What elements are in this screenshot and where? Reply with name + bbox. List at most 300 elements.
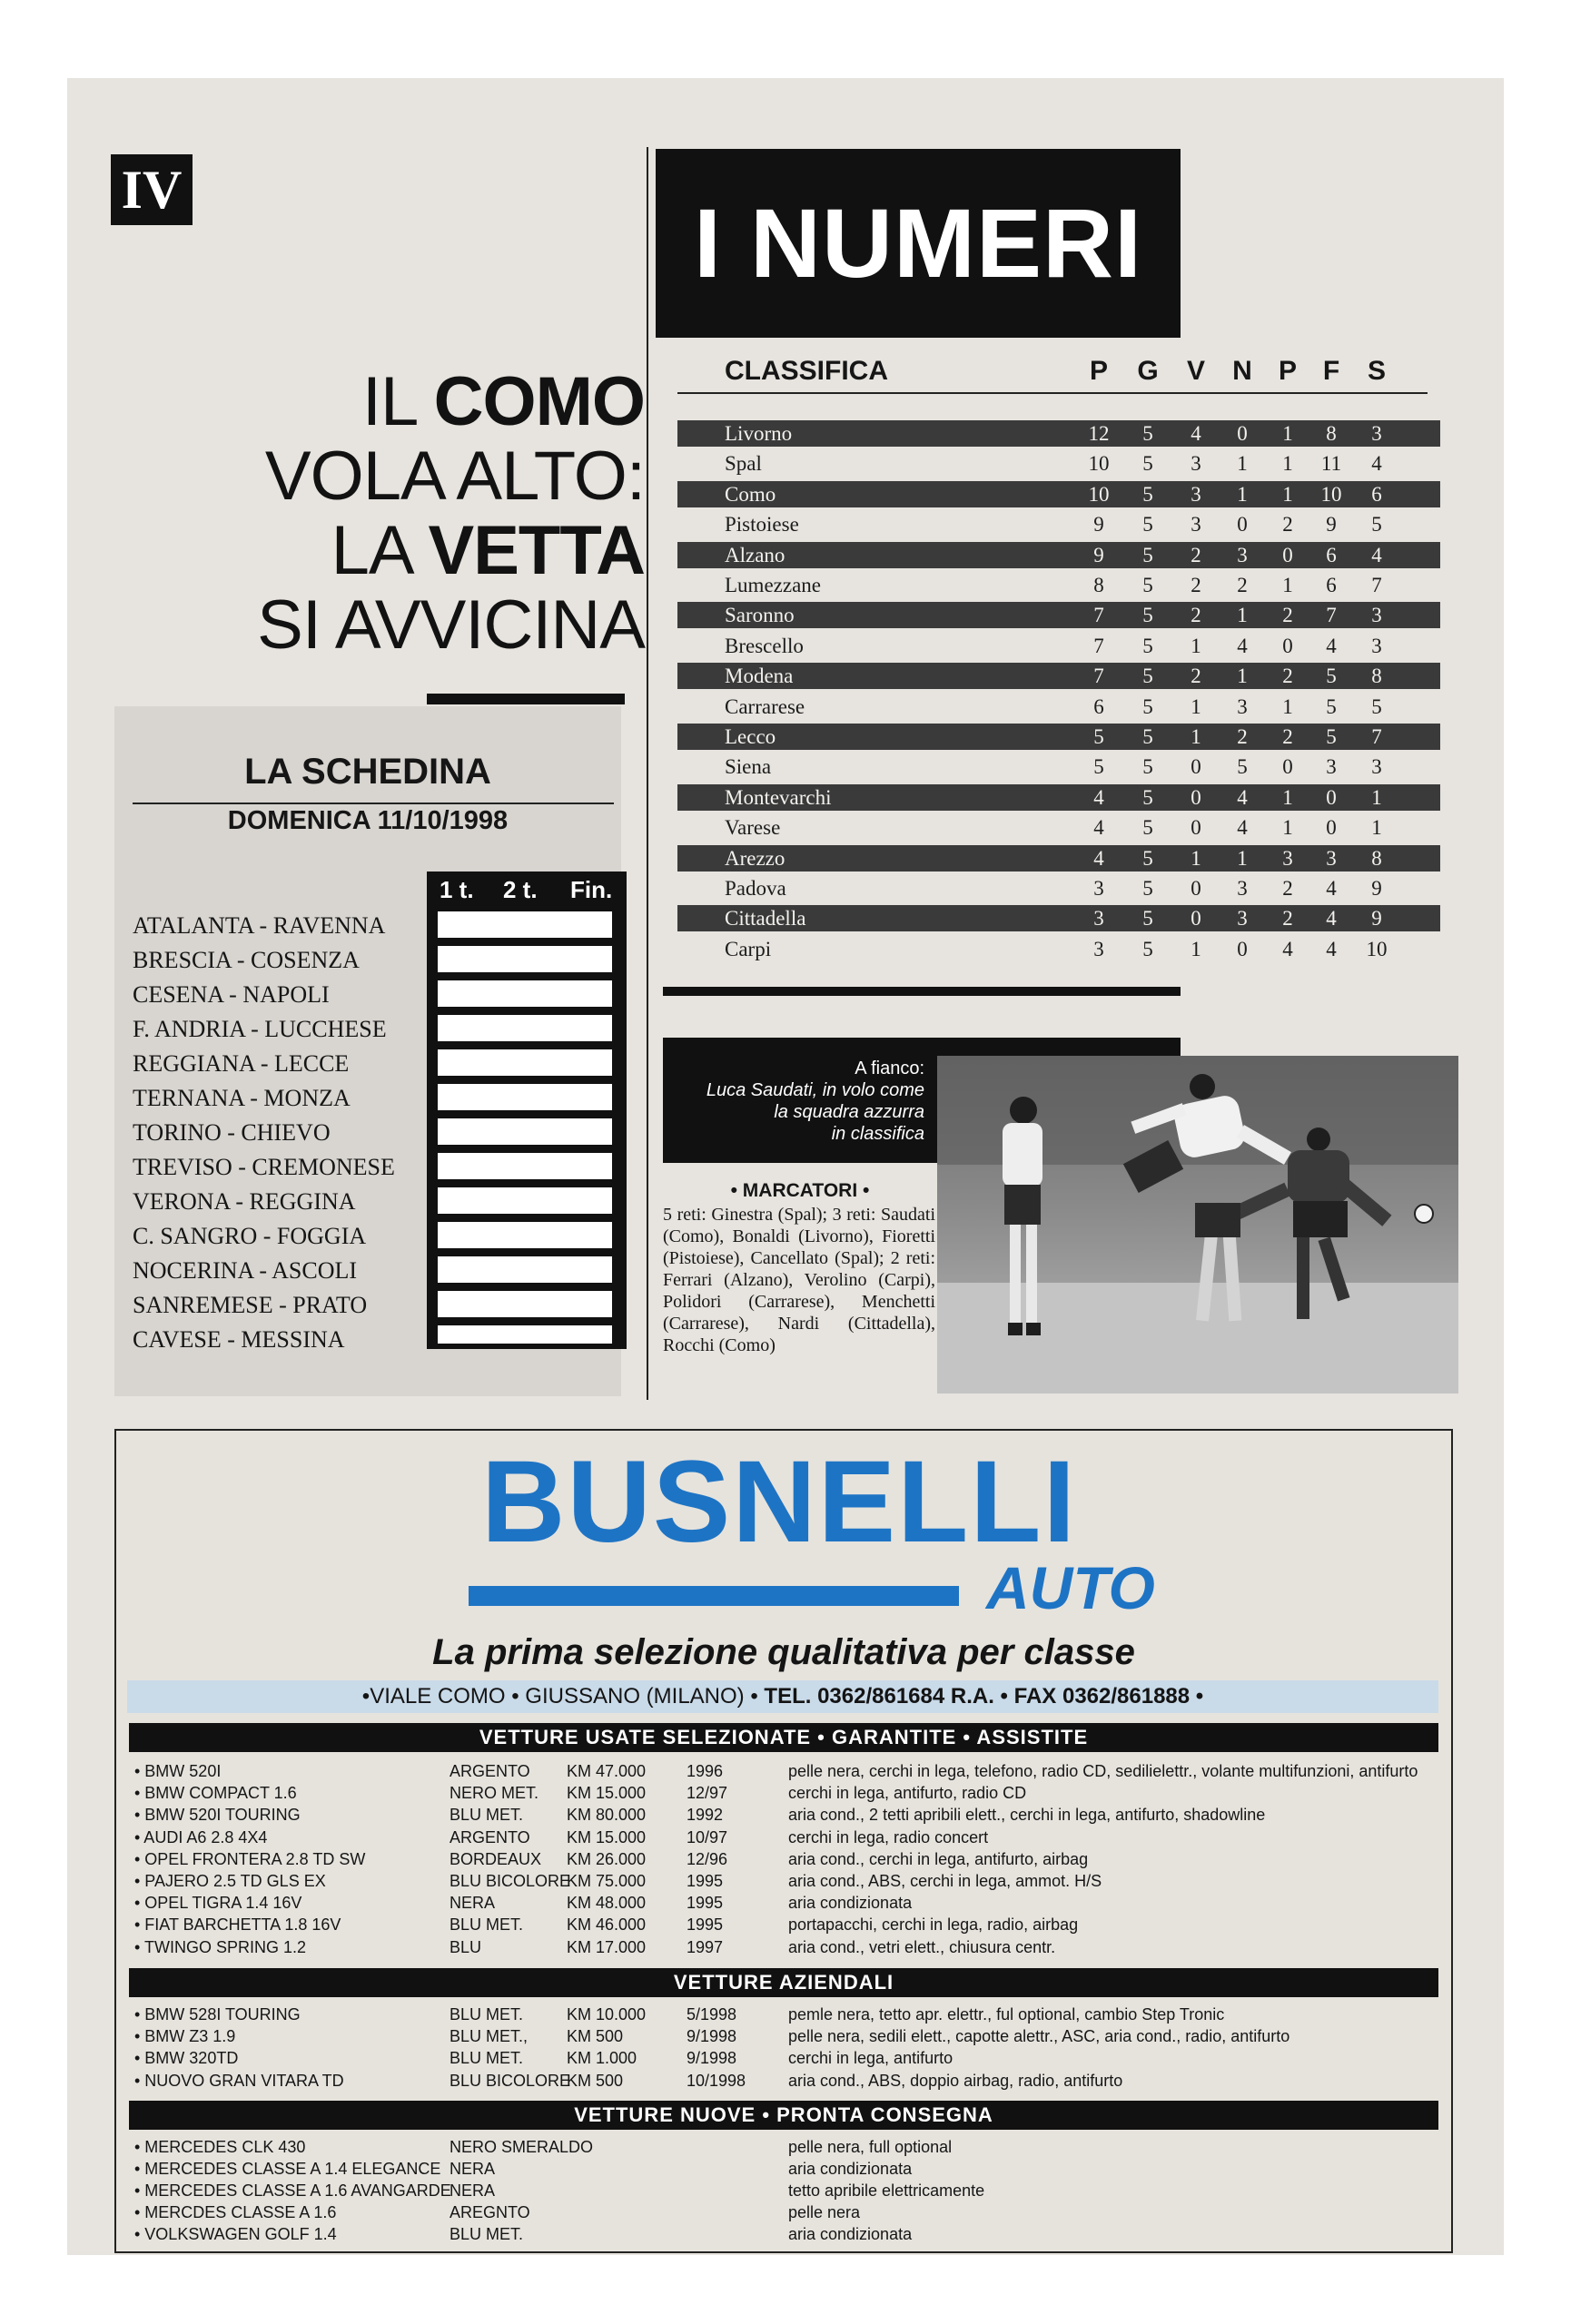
ad-slogan: La prima selezione qualitativa per classe [432, 1632, 1135, 1672]
classifica-row [677, 784, 1440, 811]
classifica-row [677, 936, 1440, 962]
stat-cell: 1 [1237, 483, 1248, 506]
car-color: BORDEAUX [450, 1850, 542, 1868]
stat-cell: 4 [1326, 635, 1337, 657]
stat-cell: 5 [1093, 725, 1104, 748]
classifica-col-giocate: G [1137, 356, 1159, 386]
listing-section-header: VETTURE USATE SELEZIONATE • GARANTITE • ASSISTITE [129, 1723, 1438, 1752]
car-year: 1992 [687, 1806, 724, 1824]
car-model: • MERCDES CLASSE A 1.6 [134, 2203, 337, 2221]
car-km: KM 10.000 [567, 2005, 647, 2024]
car-color: BLU MET., [450, 2027, 529, 2045]
stat-cell: 5 [1142, 877, 1153, 900]
stat-cell: 7 [1371, 725, 1382, 748]
car-year: 12/97 [687, 1784, 728, 1802]
stat-cell: 4 [1326, 938, 1337, 960]
stat-cell: 4 [1282, 938, 1293, 960]
stat-cell: 1 [1282, 786, 1293, 809]
stat-cell: 3 [1191, 483, 1201, 506]
car-color: NERO MET. [450, 1784, 539, 1802]
team-name: Pistoiese [725, 513, 799, 536]
stat-cell: 4 [1371, 452, 1382, 475]
stat-cell: 0 [1282, 635, 1293, 657]
stat-cell: 3 [1326, 847, 1337, 870]
stat-cell: 2 [1191, 544, 1201, 566]
car-color: BLU BICOLORE [450, 1872, 571, 1890]
col-second-half: 2 t. [503, 876, 538, 903]
car-color: BLU MET. [450, 2005, 524, 2024]
stat-cell: 5 [1142, 483, 1153, 506]
team-name: Livorno [725, 422, 793, 445]
car-km: KM 500 [567, 2072, 624, 2090]
stat-cell: 7 [1093, 665, 1104, 687]
stat-cell: 4 [1093, 786, 1104, 809]
stat-cell: 4 [1326, 877, 1337, 900]
car-color: BLU MET. [450, 2225, 524, 2243]
stat-cell: 3 [1371, 422, 1382, 445]
stat-cell: 4 [1191, 422, 1201, 445]
car-notes: pelle nera, sedili elett., capotte alettr., ASC, aria cond., radio, antifurto [788, 2027, 1290, 2045]
result-box [438, 946, 612, 972]
team-name: Siena [725, 755, 772, 778]
car-model: • OPEL FRONTERA 2.8 TD SW [134, 1850, 366, 1868]
car-km: KM 17.000 [567, 1938, 647, 1956]
car-color: BLU MET. [450, 1915, 524, 1934]
car-km: KM 26.000 [567, 1850, 647, 1868]
brand-subtitle: AUTO [986, 1554, 1155, 1621]
classifica-bottom-rule [663, 987, 1181, 996]
schedina-title: LA SCHEDINA [244, 752, 491, 792]
stat-cell: 1 [1191, 938, 1201, 960]
classifica-col-vinte: V [1186, 356, 1205, 386]
car-notes: pelle nera, cerchi in lega, telefono, radio CD, sedilielettr., volante multifunzioni, antifurto [788, 1762, 1418, 1780]
headline-line-4: SI AVVICINA [257, 586, 645, 664]
match-row: CESENA - NAPOLI [133, 981, 330, 1008]
stat-cell: 5 [1142, 452, 1153, 475]
stat-cell: 2 [1191, 604, 1201, 626]
stat-cell: 3 [1371, 604, 1382, 626]
car-km: KM 48.000 [567, 1894, 647, 1912]
car-notes: aria condizionata [788, 2160, 913, 2178]
stat-cell: 3 [1282, 847, 1293, 870]
stat-cell: 7 [1326, 604, 1337, 626]
match-row: NOCERINA - ASCOLI [133, 1257, 358, 1284]
match-row: F. ANDRIA - LUCCHESE [133, 1016, 387, 1042]
match-row: ATALANTA - RAVENNA [133, 912, 386, 939]
result-box [438, 1291, 612, 1317]
car-model: • OPEL TIGRA 1.4 16V [134, 1894, 302, 1912]
stat-cell: 5 [1142, 755, 1153, 778]
stat-cell: 7 [1371, 574, 1382, 596]
car-notes: pelle nera, full optional [788, 2138, 953, 2156]
result-box [438, 911, 612, 938]
stat-cell: 1 [1191, 725, 1201, 748]
photo-caption [663, 1038, 937, 1163]
car-model: • BMW 528I TOURING [134, 2005, 301, 2024]
stat-cell: 0 [1326, 786, 1337, 809]
result-box [438, 1187, 612, 1214]
classifica-row [677, 845, 1440, 872]
car-year: 12/96 [687, 1850, 728, 1868]
stat-cell: 5 [1142, 665, 1153, 687]
car-notes: pemle nera, tetto apr. elettr., ful optional, cambio Step Tronic [788, 2005, 1225, 2024]
car-km: KM 500 [567, 2027, 624, 2045]
car-color: BLU MET. [450, 2049, 524, 2067]
car-model: • MERCEDES CLK 430 [134, 2138, 306, 2156]
stat-cell: 1 [1191, 695, 1201, 718]
result-box [438, 1118, 612, 1145]
classifica-row [677, 663, 1440, 689]
stat-cell: 5 [1326, 665, 1337, 687]
schedina-date: DOMENICA 11/10/1998 [227, 806, 509, 835]
car-year: 1995 [687, 1915, 724, 1934]
car-model: • FIAT BARCHETTA 1.8 16V [134, 1915, 341, 1934]
car-year: 10/1998 [687, 2072, 746, 2090]
classifica-row [677, 420, 1440, 447]
car-km: KM 1.000 [567, 2049, 637, 2067]
stat-cell: 5 [1142, 604, 1153, 626]
car-model: • MERCEDES CLASSE A 1.4 ELEGANCE [134, 2160, 441, 2178]
team-name: Cittadella [725, 907, 806, 930]
stat-cell: 3 [1237, 907, 1248, 930]
classifica-col-punti: P [1089, 356, 1108, 386]
stat-cell: 10 [1320, 483, 1342, 506]
car-color: BLU MET. [450, 1806, 524, 1824]
classifica-title: CLASSIFICA [725, 356, 888, 386]
stat-cell: 0 [1191, 786, 1201, 809]
stat-cell: 9 [1371, 877, 1382, 900]
stat-cell: 8 [1371, 847, 1382, 870]
car-color: NERO SMERALDO [450, 2138, 594, 2156]
stat-cell: 5 [1142, 725, 1153, 748]
stat-cell: 5 [1142, 786, 1153, 809]
ad-phones: TEL. 0362/861684 R.A. • FAX 0362/861888 • [764, 1684, 1204, 1709]
match-row: REGGIANA - LECCE [133, 1050, 350, 1077]
stat-cell: 9 [1326, 513, 1337, 536]
result-box [438, 1256, 612, 1283]
stat-cell: 0 [1326, 816, 1337, 839]
stat-cell: 0 [1237, 513, 1248, 536]
classifica-col-subiti: S [1367, 356, 1386, 386]
stat-cell: 5 [1142, 635, 1153, 657]
stat-cell: 1 [1191, 847, 1201, 870]
stat-cell: 7 [1093, 604, 1104, 626]
car-model: • NUOVO GRAN VITARA TD [134, 2072, 344, 2090]
stat-cell: 5 [1142, 422, 1153, 445]
match-row: TERNANA - MONZA [133, 1085, 351, 1111]
car-notes: cerchi in lega, antifurto [788, 2049, 953, 2067]
car-notes: aria cond., 2 tetti apribili elett., cerchi in lega, antifurto, shadowline [788, 1806, 1266, 1824]
car-color: ARGENTO [450, 1762, 530, 1780]
stat-cell: 5 [1142, 816, 1153, 839]
team-name: Lumezzane [725, 574, 821, 596]
stat-cell: 3 [1237, 877, 1248, 900]
car-model: • BMW Z3 1.9 [134, 2027, 236, 2045]
car-model: • VOLKSWAGEN GOLF 1.4 [134, 2225, 337, 2243]
car-year: 1995 [687, 1872, 724, 1890]
stat-cell: 1 [1282, 422, 1293, 445]
match-row: TORINO - CHIEVO [133, 1119, 331, 1146]
classifica-row [677, 905, 1440, 931]
stat-cell: 5 [1142, 847, 1153, 870]
car-year: 1997 [687, 1938, 724, 1956]
col-final: Fin. [570, 876, 613, 903]
stat-cell: 5 [1093, 755, 1104, 778]
stat-cell: 6 [1093, 695, 1104, 718]
stat-cell: 5 [1142, 513, 1153, 536]
car-model: • BMW 520I TOURING [134, 1806, 301, 1824]
stat-cell: 4 [1237, 635, 1248, 657]
stat-cell: 11 [1320, 452, 1342, 475]
football-action-photo [937, 1056, 1458, 1393]
stat-cell: 2 [1282, 877, 1293, 900]
schedina-grid [427, 872, 627, 1349]
stat-cell: 5 [1142, 695, 1153, 718]
stat-cell: 5 [1142, 544, 1153, 566]
car-model: • BMW 320TD [134, 2049, 239, 2067]
team-name: Como [725, 483, 776, 506]
stat-cell: 3 [1191, 452, 1201, 475]
team-name: Carrarese [725, 695, 805, 718]
caption-line: A fianco: [855, 1059, 924, 1078]
car-notes: aria cond., vetri elett., chiusura centr. [788, 1938, 1056, 1956]
match-row: BRESCIA - COSENZA [133, 947, 360, 973]
stat-cell: 5 [1142, 907, 1153, 930]
classifica-row [677, 633, 1440, 659]
stat-cell: 1 [1237, 847, 1248, 870]
headline [100, 365, 645, 663]
stat-cell: 3 [1093, 877, 1104, 900]
stat-cell: 1 [1282, 452, 1293, 475]
stat-cell: 0 [1191, 907, 1201, 930]
stat-cell: 0 [1282, 544, 1293, 566]
stat-cell: 2 [1282, 725, 1293, 748]
stat-cell: 5 [1142, 574, 1153, 596]
col-first-half: 1 t. [440, 876, 474, 903]
result-box [438, 1153, 612, 1179]
team-name: Modena [725, 665, 794, 687]
stat-cell: 5 [1326, 695, 1337, 718]
stat-cell: 1 [1237, 452, 1248, 475]
stat-cell: 1 [1237, 604, 1248, 626]
match-row: SANREMESE - PRATO [133, 1292, 368, 1318]
stat-cell: 1 [1282, 483, 1293, 506]
stat-cell: 3 [1191, 513, 1201, 536]
car-notes: tetto apribile elettricamente [788, 2181, 985, 2200]
stat-cell: 1 [1282, 574, 1293, 596]
car-notes: aria cond., ABS, doppio airbag, radio, antifurto [788, 2072, 1123, 2090]
classifica-col-nulle: N [1232, 356, 1252, 386]
stat-cell: 1 [1371, 816, 1382, 839]
stat-cell: 5 [1371, 695, 1382, 718]
car-km: KM 46.000 [567, 1915, 647, 1934]
stat-cell: 6 [1371, 483, 1382, 506]
classifica-row [677, 724, 1440, 750]
classifica-row [677, 875, 1440, 901]
headline-rule [427, 694, 625, 704]
stat-cell: 10 [1088, 483, 1110, 506]
team-name: Montevarchi [725, 786, 832, 809]
stat-cell: 5 [1237, 755, 1248, 778]
car-year: 10/97 [687, 1828, 728, 1846]
stat-cell: 5 [1142, 938, 1153, 960]
stat-cell: 0 [1191, 816, 1201, 839]
stat-cell: 4 [1093, 816, 1104, 839]
stat-cell: 6 [1326, 574, 1337, 596]
car-km: KM 75.000 [567, 1872, 647, 1890]
car-color: BLU BICOLORE [450, 2072, 571, 2090]
car-color: NERA [450, 2181, 496, 2200]
stat-cell: 0 [1191, 755, 1201, 778]
car-year: 1996 [687, 1762, 724, 1780]
car-model: • TWINGO SPRING 1.2 [134, 1938, 306, 1956]
car-notes: aria cond., ABS, cerchi in lega, ammot. H/S [788, 1872, 1102, 1890]
stat-cell: 8 [1093, 574, 1104, 596]
result-box [438, 980, 612, 1007]
classifica-row [677, 753, 1440, 780]
car-color: AREGNTO [450, 2203, 530, 2221]
stat-cell: 2 [1191, 574, 1201, 596]
stat-cell: 8 [1371, 665, 1382, 687]
classifica-rule [677, 392, 1428, 394]
team-name: Alzano [725, 544, 786, 566]
team-name: Brescello [725, 635, 804, 657]
result-box [438, 1222, 612, 1248]
stat-cell: 10 [1088, 452, 1110, 475]
car-notes: aria condizionata [788, 2225, 913, 2243]
car-km: KM 15.000 [567, 1784, 647, 1802]
classifica-row [677, 814, 1440, 841]
match-row: TREVISO - CREMONESE [133, 1154, 395, 1180]
classifica-col-perse: P [1278, 356, 1297, 386]
match-photo [937, 1056, 1458, 1393]
stat-cell: 1 [1371, 786, 1382, 809]
listing-section-header: VETTURE NUOVE • PRONTA CONSEGNA [129, 2101, 1438, 2130]
car-model: • MERCEDES CLASSE A 1.6 AVANGARDE [134, 2181, 451, 2200]
classifica-col-fatti: F [1322, 356, 1340, 386]
team-name: Padova [725, 877, 786, 900]
car-color: ARGENTO [450, 1828, 530, 1846]
car-notes: aria condizionata [788, 1894, 913, 1912]
car-model: • BMW 520I [134, 1762, 222, 1780]
classifica-row [677, 481, 1440, 507]
ad-street: •VIALE COMO • GIUSSANO (MILANO) • [361, 1684, 758, 1709]
stat-cell: 2 [1237, 574, 1248, 596]
stat-cell: 4 [1326, 907, 1337, 930]
car-km: KM 47.000 [567, 1762, 647, 1780]
match-row: VERONA - REGGINA [133, 1188, 356, 1215]
match-row: C. SANGRO - FOGGIA [133, 1223, 367, 1249]
car-notes: portapacchi, cerchi in lega, radio, airbag [788, 1915, 1079, 1934]
headline-line-3: LA VETTA [331, 512, 645, 589]
stat-cell: 2 [1282, 513, 1293, 536]
car-year: 9/1998 [687, 2027, 737, 2045]
section-title: I NUMERI [656, 149, 1181, 338]
ad-address [127, 1680, 1438, 1713]
car-color: BLU [450, 1938, 482, 1956]
stat-cell: 3 [1237, 695, 1248, 718]
stat-cell: 0 [1237, 422, 1248, 445]
stat-cell: 2 [1282, 665, 1293, 687]
schedina-rule [133, 803, 614, 804]
stat-cell: 2 [1282, 604, 1293, 626]
classifica-row [677, 542, 1440, 568]
team-name: Lecco [725, 725, 776, 748]
car-notes: pelle nera [788, 2203, 861, 2221]
column-divider [647, 147, 648, 1400]
caption-line: in classifica [831, 1124, 924, 1144]
classifica-row [677, 602, 1440, 628]
stat-cell: 9 [1371, 907, 1382, 930]
schedina-grid-header [427, 872, 627, 908]
stat-cell: 6 [1326, 544, 1337, 566]
headline-line-2: VOLA ALTO: [264, 438, 645, 515]
stat-cell: 2 [1237, 725, 1248, 748]
stat-cell: 12 [1088, 422, 1110, 445]
stat-cell: 4 [1371, 544, 1382, 566]
brand-stripe [469, 1586, 959, 1606]
brand-logo: BUSNELLI [481, 1437, 1077, 1567]
stat-cell: 3 [1326, 755, 1337, 778]
stat-cell: 9 [1093, 544, 1104, 566]
classifica-row [677, 511, 1440, 537]
team-name: Varese [725, 816, 781, 839]
team-name: Spal [725, 452, 762, 475]
headline-line-1: IL COMO [361, 363, 645, 440]
marcatori-title: • MARCATORI • [730, 1180, 870, 1201]
listing-section-header: VETTURE AZIENDALI [129, 1968, 1438, 1997]
classifica-row [677, 450, 1440, 477]
stat-cell: 0 [1191, 877, 1201, 900]
stat-cell: 10 [1366, 938, 1388, 960]
stat-cell: 5 [1326, 725, 1337, 748]
stat-cell: 3 [1371, 635, 1382, 657]
stat-cell: 1 [1237, 665, 1248, 687]
classifica-row [677, 694, 1440, 720]
stat-cell: 3 [1093, 938, 1104, 960]
stat-cell: 0 [1237, 938, 1248, 960]
stat-cell: 9 [1093, 513, 1104, 536]
team-name: Arezzo [725, 847, 786, 870]
stat-cell: 4 [1093, 847, 1104, 870]
car-model: • PAJERO 2.5 TD GLS EX [134, 1872, 326, 1890]
classifica-row [677, 572, 1440, 598]
marcatori-text: 5 reti: Ginestra (Spal); 3 reti: Saudati (Como), Bonaldi (Livorno), Fioretti (Pistoiese), Cancellato (Spal); 2 reti: Ferrari (Alzano), Verolino (Carpi), Polidori (Carrarese), Menchetti (Carrarese), Nardi (Cittadella), Rocchi (Como) [663, 1205, 935, 1355]
section-number: IV [111, 154, 193, 225]
result-box [438, 1015, 612, 1041]
result-box [438, 1325, 612, 1344]
caption-line: la squadra azzurra [774, 1102, 924, 1122]
car-model: • BMW COMPACT 1.6 [134, 1784, 297, 1802]
stat-cell: 8 [1326, 422, 1337, 445]
stat-cell: 7 [1093, 635, 1104, 657]
stat-cell: 3 [1371, 755, 1382, 778]
match-row: CAVESE - MESSINA [133, 1326, 345, 1353]
car-notes: aria cond., cerchi in lega, antifurto, airbag [788, 1850, 1089, 1868]
result-box [438, 1084, 612, 1110]
stat-cell: 5 [1371, 513, 1382, 536]
result-box [438, 1049, 612, 1076]
car-km: KM 80.000 [567, 1806, 647, 1824]
stat-cell: 1 [1282, 816, 1293, 839]
car-year: 9/1998 [687, 2049, 737, 2067]
car-color: NERA [450, 1894, 496, 1912]
team-name: Carpi [725, 938, 772, 960]
car-year: 5/1998 [687, 2005, 737, 2024]
car-notes: cerchi in lega, radio concert [788, 1828, 989, 1846]
team-name: Saronno [725, 604, 795, 626]
stat-cell: 0 [1282, 755, 1293, 778]
